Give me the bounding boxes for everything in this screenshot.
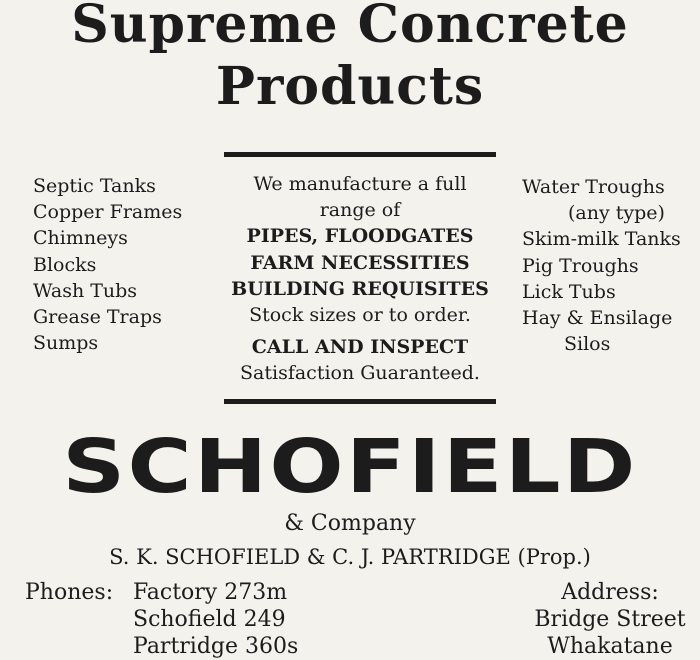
- list-item: Silos: [564, 333, 611, 356]
- phone-factory: Factory 273m: [133, 580, 288, 605]
- address-town: Whakatane: [547, 634, 673, 659]
- phones-label: Phones:: [25, 580, 114, 605]
- address-block: [520, 579, 700, 660]
- phone-partridge: Partridge 360s: [133, 634, 299, 659]
- center-line: PIPES, FLOODGATES: [246, 225, 474, 248]
- list-item: Grease Traps: [33, 306, 162, 329]
- list-item: (any type): [568, 202, 665, 225]
- company-suffix: & Company: [284, 511, 416, 536]
- address-label: Address:: [561, 580, 659, 605]
- phone-schofield: Schofield 249: [133, 607, 286, 632]
- list-item: Chimneys: [33, 227, 128, 250]
- list-item: Water Troughs: [522, 176, 665, 198]
- list-item: Hay & Ensilage: [522, 307, 673, 330]
- list-item: Wash Tubs: [33, 279, 138, 302]
- center-line: range of: [319, 199, 401, 222]
- left-product-list: [33, 173, 182, 356]
- center-line: BUILDING REQUISITES: [231, 277, 489, 300]
- company-name: SCHOFIELD: [62, 424, 638, 510]
- list-item: Copper Frames: [33, 201, 183, 224]
- right-product-list: [522, 174, 681, 357]
- list-item: Lick Tubs: [522, 280, 616, 303]
- list-item: Skim-milk Tanks: [522, 228, 681, 251]
- list-item: Sumps: [33, 332, 99, 355]
- guarantee: Satisfaction Guaranteed.: [240, 362, 480, 385]
- center-line: We manufacture a full: [253, 173, 467, 195]
- call-to-action: CALL AND INSPECT: [251, 336, 469, 359]
- center-line: FARM NECESSITIES: [250, 251, 470, 274]
- list-item: Pig Troughs: [522, 254, 639, 277]
- top-rule: [224, 152, 496, 157]
- address-street: Bridge Street: [534, 607, 686, 632]
- proprietors: S. K. SCHOFIELD & C. J. PARTRIDGE (Prop.): [109, 545, 591, 569]
- phones-list: [133, 579, 298, 660]
- bottom-rule: [224, 399, 496, 404]
- center-description: [212, 171, 508, 387]
- list-item: Blocks: [33, 253, 97, 276]
- center-line: Stock sizes or to order.: [249, 304, 471, 327]
- list-item: Septic Tanks: [33, 175, 156, 197]
- title-line-2: Products: [215, 56, 485, 117]
- title-line-1: Supreme Concrete: [71, 0, 629, 55]
